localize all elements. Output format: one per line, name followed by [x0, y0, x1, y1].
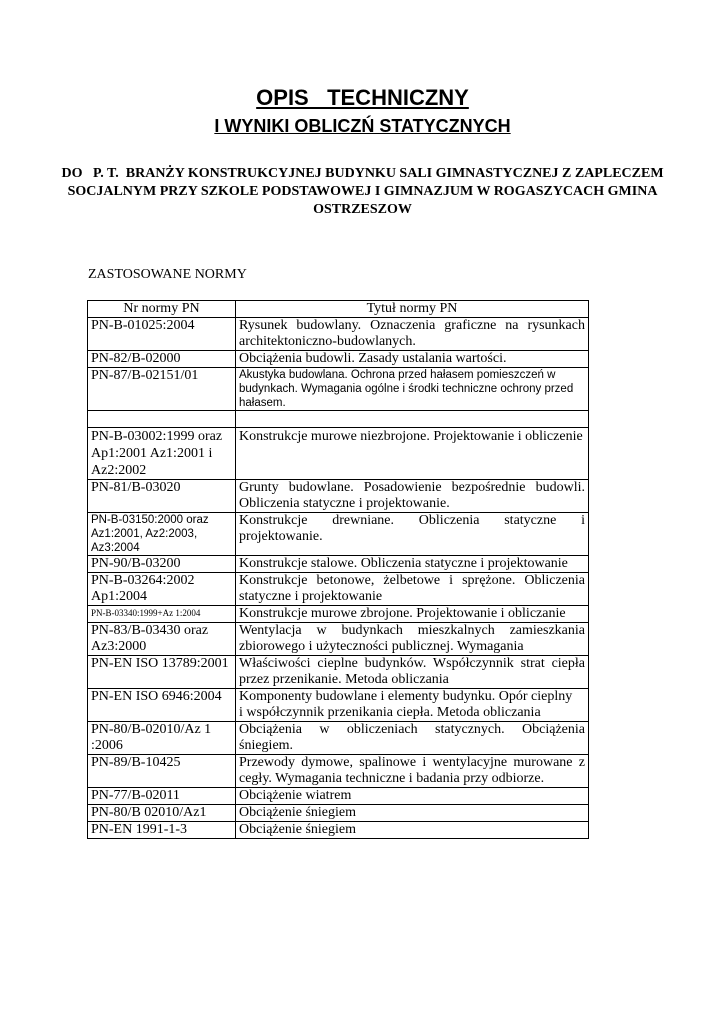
- header-title: Tytuł normy PN: [236, 301, 589, 318]
- cell-nr: PN-89/B-10425: [88, 755, 236, 788]
- cell-nr: PN-77/B-02011: [88, 788, 236, 805]
- section-heading: ZASTOSOWANE NORMY: [88, 267, 247, 282]
- cell-nr: PN-B-03264:2002 Ap1:2004: [88, 573, 236, 606]
- cell-nr: PN-EN ISO 13789:2001: [88, 656, 236, 689]
- standards-table: [87, 300, 589, 839]
- table-row: [88, 428, 589, 480]
- cell-title: Akustyka budowlana. Ochrona przed hałasem pomieszczeń w budynkach. Wymagania ogólne i środki techniczne ochrony przed hałasem.: [236, 368, 589, 411]
- table-row: [88, 656, 589, 689]
- cell-nr: PN-EN ISO 6946:2004: [88, 689, 236, 722]
- cell-nr: PN-87/B-02151/01: [88, 368, 236, 411]
- cell-title-line: i współczynnik przenikania ciepła. Metoda obliczania: [239, 705, 541, 720]
- table-row: [88, 556, 589, 573]
- cell-title: Konstrukcje drewniane. Obliczenia statyczne i projektowanie.: [236, 513, 589, 556]
- table-row: [88, 480, 589, 513]
- table-header-row: [88, 301, 589, 318]
- cell-nr: PN-83/B-03430 oraz Az3:2000: [88, 623, 236, 656]
- table-row: [88, 755, 589, 788]
- cell-title: Konstrukcje murowe niezbrojone. Projektowanie i obliczenie: [236, 428, 589, 480]
- table-row: [88, 689, 589, 722]
- cell-title: Wentylacja w budynkach mieszkalnych zamieszkania zbiorowego i użyteczności publicznej. Wymagania: [236, 623, 589, 656]
- table-row: [88, 788, 589, 805]
- cell-title-line: Komponenty budowlane i elementy budynku. Opór cieplny: [239, 689, 573, 704]
- document-title: OPIS TECHNICZNY: [256, 85, 469, 110]
- table-row: [88, 351, 589, 368]
- cell-nr: PN-81/B-03020: [88, 480, 236, 513]
- cell-title: Właściwości cieplne budynków. Współczynnik strat ciepła przez przenikanie. Metoda obliczania: [236, 656, 589, 689]
- cell-nr: [88, 411, 236, 428]
- table-row: [88, 623, 589, 656]
- table-row: [88, 722, 589, 755]
- cell-nr: PN-80/B 02010/Az1: [88, 805, 236, 822]
- cell-nr: PN-B-03340:1999+Az 1:2004: [88, 606, 236, 623]
- table-row: [88, 805, 589, 822]
- document-subtitle: I WYNIKI OBLICZŃ STATYCZNYCH: [214, 116, 511, 136]
- cell-title: Obciążenia w obliczeniach statycznych. Obciążenia śniegiem.: [236, 722, 589, 755]
- cell-title: Obciążenie śniegiem: [236, 805, 589, 822]
- cell-title: Obciążenie wiatrem: [236, 788, 589, 805]
- cell-nr: PN-B-03002:1999 oraz Ap1:2001 Az1:2001 i Az2:2002: [88, 428, 236, 480]
- cell-title: [236, 689, 589, 722]
- cell-title: Obciążenia budowli. Zasady ustalania wartości.: [236, 351, 589, 368]
- cell-title: Konstrukcje stalowe. Obliczenia statyczne i projektowanie: [236, 556, 589, 573]
- table-row: [88, 411, 589, 428]
- cell-title: Konstrukcje murowe zbrojone. Projektowanie i obliczanie: [236, 606, 589, 623]
- table-row: [88, 573, 589, 606]
- table-row: [88, 513, 589, 556]
- cell-nr: PN-EN 1991-1-3: [88, 822, 236, 839]
- header-nr: Nr normy PN: [88, 301, 236, 318]
- cell-nr: PN-80/B-02010/Az 1 :2006: [88, 722, 236, 755]
- project-description: DO P. T. BRANŻY KONSTRUKCYJNEJ BUDYNKU SALI GIMNASTYCZNEJ Z ZAPLECZEM SOCJALNYM PRZY SZKOLE PODSTAWOWEJ I GIMNAZJUM W ROGASZYCACH GMINA OSTRZESZOW: [61, 166, 668, 217]
- table-row: [88, 318, 589, 351]
- cell-title: Konstrukcje betonowe, żelbetowe i sprężone. Obliczenia statyczne i projektowanie: [236, 573, 589, 606]
- table-row: [88, 606, 589, 623]
- cell-title: Rysunek budowlany. Oznaczenia graficzne na rysunkach architektoniczno-budowlanych.: [236, 318, 589, 351]
- cell-nr: PN-82/B-02000: [88, 351, 236, 368]
- cell-nr: PN-B-03150:2000 oraz Az1:2001, Az2:2003, Az3:2004: [88, 513, 236, 556]
- table-row: [88, 368, 589, 411]
- table-row: [88, 822, 589, 839]
- cell-nr: PN-90/B-03200: [88, 556, 236, 573]
- cell-nr: PN-B-01025:2004: [88, 318, 236, 351]
- cell-title: Grunty budowlane. Posadowienie bezpośrednie budowli. Obliczenia statyczne i projektowanie.: [236, 480, 589, 513]
- cell-title: [236, 411, 589, 428]
- cell-title: Przewody dymowe, spalinowe i wentylacyjne murowane z cegły. Wymagania techniczne i badania przy odbiorze.: [236, 755, 589, 788]
- cell-title: Obciążenie śniegiem: [236, 822, 589, 839]
